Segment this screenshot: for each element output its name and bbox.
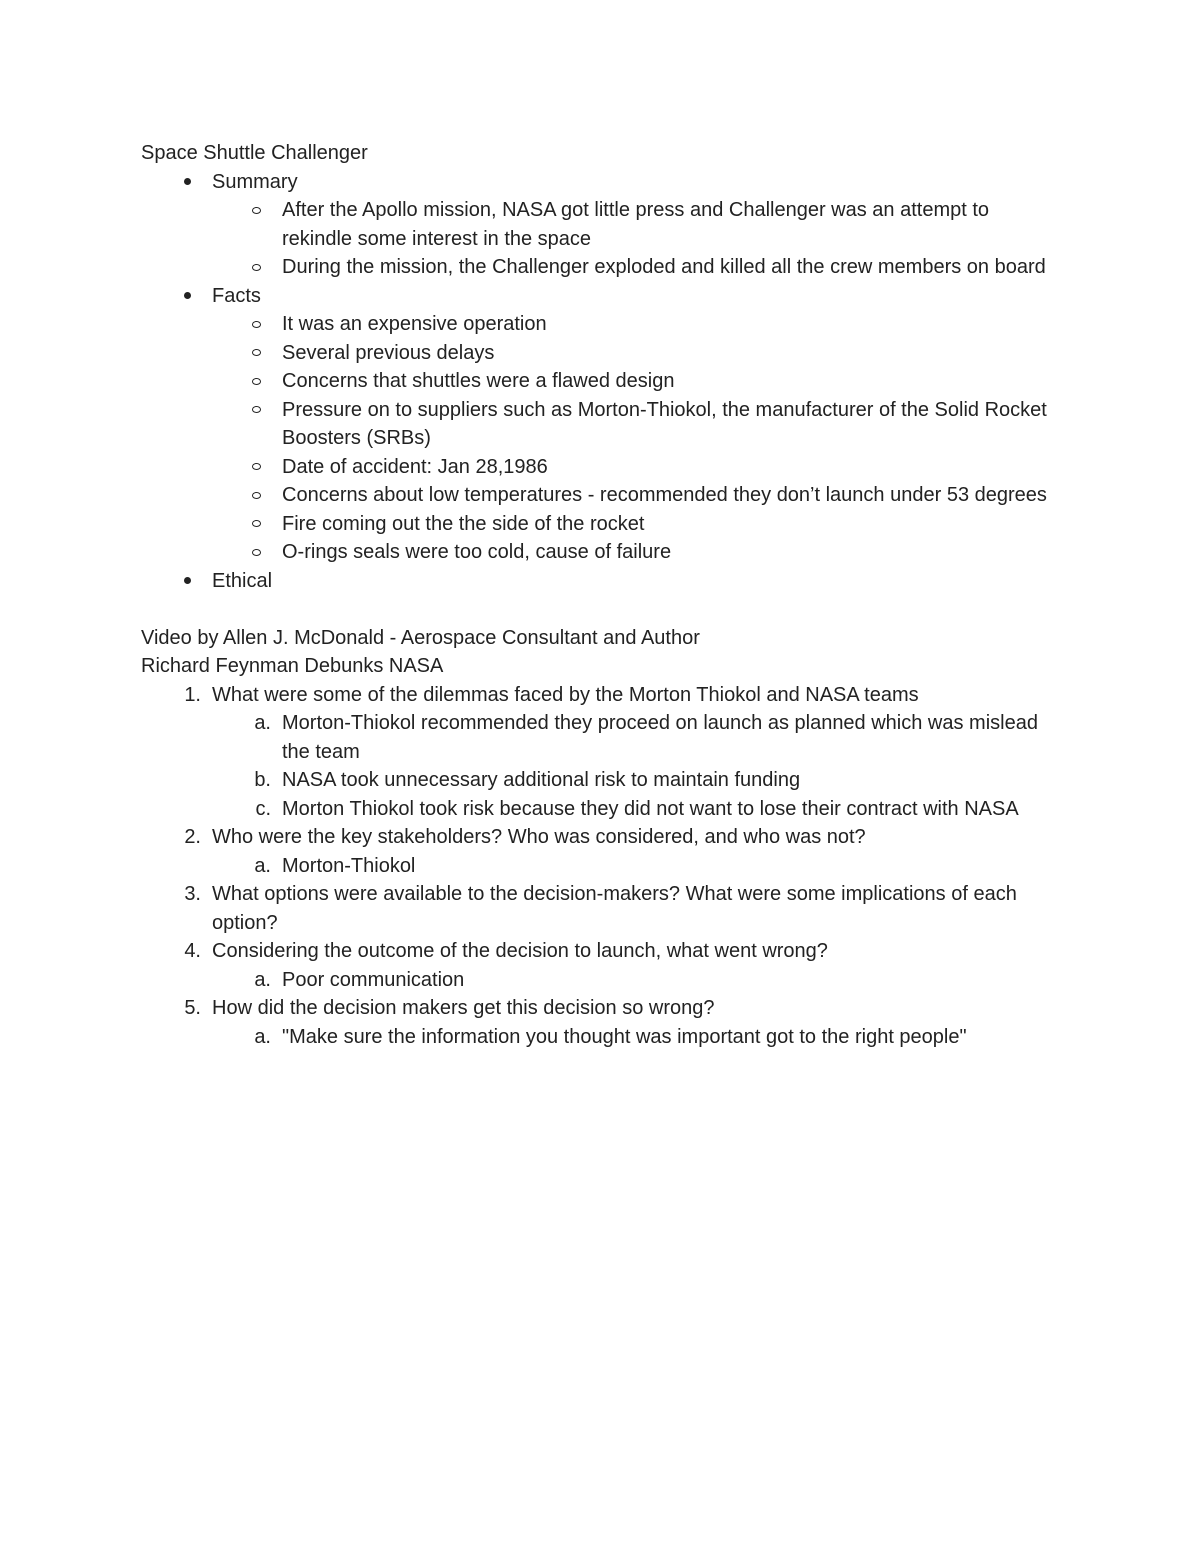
section-heading: Ethical — [212, 569, 273, 592]
list-item-text: Concerns that shuttles were a flawed design — [282, 370, 675, 392]
list-item-text: Several previous delays — [282, 341, 495, 364]
answer-text: NASA took unnecessary additional risk to maintain funding — [282, 769, 801, 791]
bullet-disc-icon — [179, 282, 191, 311]
question-number: 3. — [184, 883, 201, 905]
bullet-circle-icon — [249, 253, 261, 282]
bullet-disc-icon — [179, 168, 191, 197]
answer-label: a. — [254, 712, 271, 734]
question-text: Who were the key stakeholders? Who was considered, and who was not? — [212, 826, 866, 848]
bullet-circle-icon — [249, 310, 261, 339]
question-item — [141, 994, 1051, 1051]
video-credit: Video by Allen J. McDonald - Aerospace Consultant and Author — [141, 626, 700, 649]
answer-list — [141, 1023, 1051, 1052]
list-item-text: During the mission, the Challenger exploded and killed all the crew members on board — [282, 256, 1046, 278]
bullet-circle-icon — [249, 339, 261, 368]
list-item-text: Concerns about low temperatures - recommended they don’t launch under 53 degrees — [282, 484, 1047, 506]
list-item-text: Fire coming out the the side of the rocket — [282, 512, 645, 535]
question-number: 2. — [184, 826, 201, 848]
list-item — [141, 339, 1051, 368]
answer-item — [141, 1023, 1051, 1052]
list-item — [141, 310, 1051, 339]
list-item — [141, 538, 1051, 567]
bullet-circle-icon — [249, 196, 261, 225]
bullet-circle-icon — [249, 453, 261, 482]
question-number: 1. — [184, 683, 201, 706]
section-heading: Facts — [212, 284, 261, 307]
list-item-text: Date of accident: Jan 28,1986 — [282, 455, 548, 478]
bullet-circle-icon — [249, 538, 261, 567]
section-heading: Summary — [212, 170, 298, 193]
questions-list — [141, 681, 1051, 1052]
video-title: Richard Feynman Debunks NASA — [141, 655, 444, 677]
bullet-circle-icon — [249, 510, 261, 539]
list-item — [141, 510, 1051, 539]
bullet-circle-icon — [249, 481, 261, 510]
list-item-text: After the Apollo mission, NASA got little press and Challenger was an attempt to rekindle some interest in the space — [282, 199, 990, 250]
list-item — [141, 481, 1051, 510]
answer-text: Morton-Thiokol — [282, 854, 416, 877]
question-number: 4. — [184, 940, 201, 962]
document-page — [141, 139, 1051, 1051]
question-text: What options were available to the decision-makers? What were some implications of each option? — [212, 883, 1017, 934]
list-item-text: Pressure on to suppliers such as Morton-Thiokol, the manufacturer of the Solid Rocket Boosters (SRBs) — [282, 398, 1047, 449]
answer-text: Morton Thiokol took risk because they did not want to lose their contract with NASA — [282, 797, 1019, 820]
blank-line — [141, 595, 1051, 624]
question-item — [141, 937, 1051, 994]
list-item — [141, 453, 1051, 482]
question-item — [141, 681, 1051, 824]
facts-items — [141, 310, 1051, 567]
list-item-text: O-rings seals were too cold, cause of failure — [282, 541, 672, 563]
bullet-circle-icon — [249, 367, 261, 396]
answer-list — [141, 852, 1051, 881]
answer-list — [141, 966, 1051, 995]
answer-item — [141, 709, 1051, 766]
notes-section-facts — [141, 282, 1051, 567]
answer-item — [141, 852, 1051, 881]
notes-section-summary — [141, 168, 1051, 282]
question-text: Considering the outcome of the decision to launch, what went wrong? — [212, 940, 828, 962]
question-item — [141, 823, 1051, 880]
answer-list — [141, 709, 1051, 823]
document-title: Space Shuttle Challenger — [141, 142, 368, 164]
answer-label: c. — [255, 797, 271, 820]
list-item — [141, 253, 1051, 282]
list-item — [141, 396, 1051, 453]
answer-label: a. — [254, 1025, 271, 1048]
summary-items — [141, 196, 1051, 282]
answer-text: Poor communication — [282, 968, 465, 991]
answer-item — [141, 766, 1051, 795]
answer-label: b. — [254, 769, 271, 791]
notes-section-ethical — [141, 567, 1051, 596]
answer-item — [141, 795, 1051, 824]
answer-label: a. — [254, 968, 271, 991]
list-item-text: It was an expensive operation — [282, 313, 547, 335]
question-text: What were some of the dilemmas faced by the Morton Thiokol and NASA teams — [212, 683, 919, 706]
notes-list — [141, 168, 1051, 596]
question-number: 5. — [184, 997, 201, 1019]
question-text: How did the decision makers get this decision so wrong? — [212, 997, 715, 1019]
answer-text: Morton-Thiokol recommended they proceed on launch as planned which was mislead the team — [282, 712, 1038, 763]
answer-text: "Make sure the information you thought was important got to the right people" — [282, 1025, 967, 1048]
answer-item — [141, 966, 1051, 995]
bullet-circle-icon — [249, 396, 261, 425]
bullet-disc-icon — [179, 567, 191, 596]
list-item — [141, 367, 1051, 396]
list-item — [141, 196, 1051, 253]
question-item — [141, 880, 1051, 937]
answer-label: a. — [254, 854, 271, 877]
